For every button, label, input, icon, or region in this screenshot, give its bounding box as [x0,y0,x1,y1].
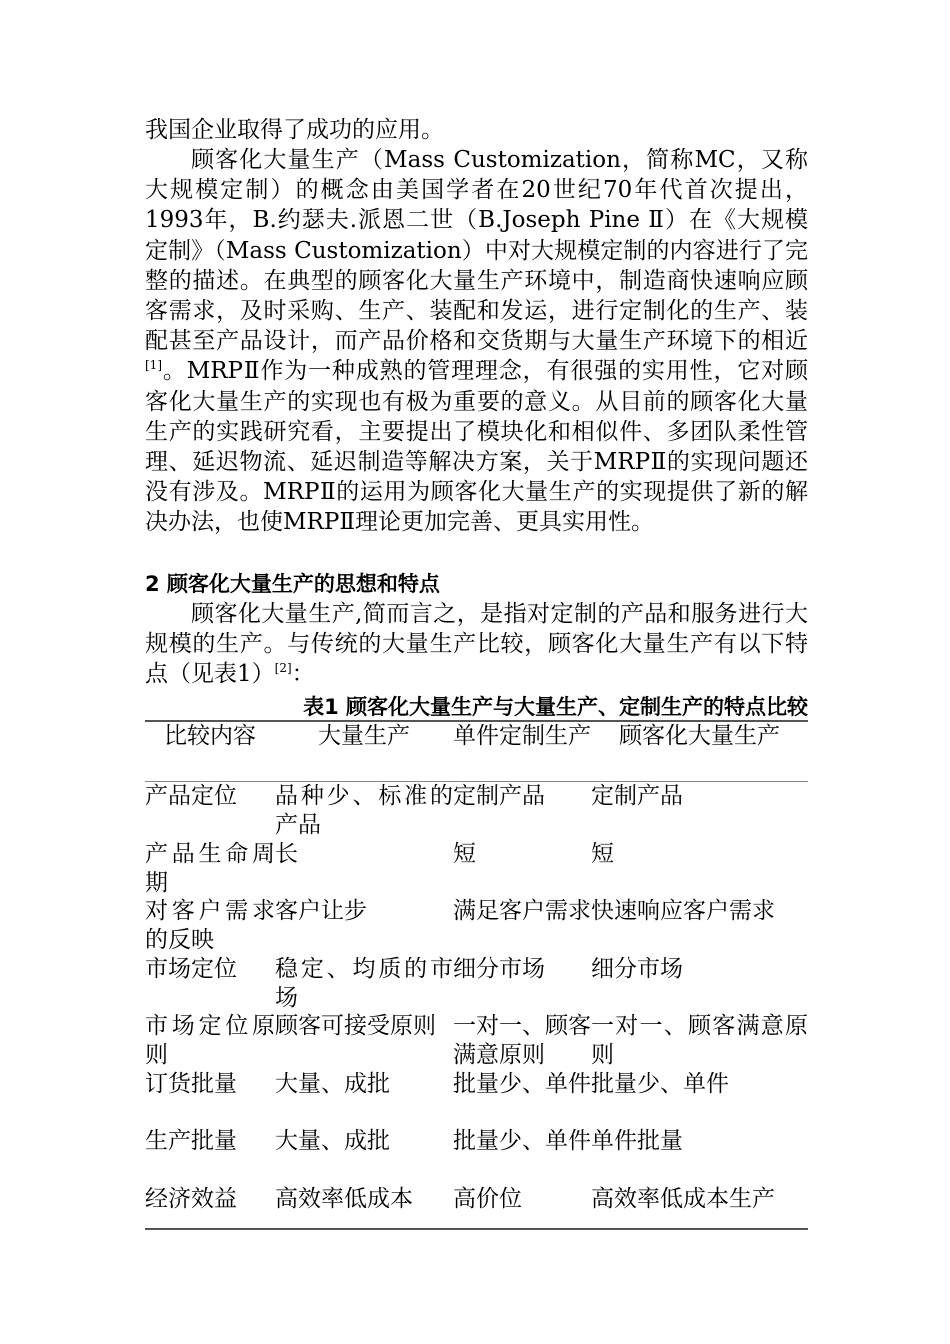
table-cell: 细分市场 [453,955,545,982]
table-row [145,1185,808,1228]
paragraph-text: 顾客化大量生产,简而言之，是指对定制的产品和服务进行大规模的生产。与传统的大量生产比较，顾客化大量生产有以下特点（见表1） [145,601,808,688]
table-cell: 满足客户需求 [453,898,591,924]
table-cell: 生产批量 [145,1128,237,1154]
table-cell: 品种少、标准的产品 [275,783,453,838]
table-cell: 产品生命周期 [145,840,275,896]
table-cell: 大量、成批 [275,1070,390,1097]
table-cell: 大量、成批 [275,1128,390,1154]
table-cell: 细分市场 [591,955,683,982]
paragraph-mass-customization [145,145,808,538]
table-cell: 一对一、顾客满意原则 [591,1013,808,1068]
table-row [145,1127,808,1185]
table-row [145,1070,808,1128]
table-cell: 订货批量 [145,1070,237,1097]
table-header-cell: 大量生产 [318,723,410,749]
table-cell: 高价位 [453,1185,522,1212]
table-row [145,782,808,840]
table-cell: 市场定位 [145,955,237,982]
table-row [145,1012,808,1070]
reference-2: [2] [274,661,292,676]
table-cell: 一对一、顾客满意原则 [453,1013,591,1068]
table-cell: 客户让步 [275,898,367,924]
table-cell: 顾客可接受原则 [275,1013,436,1039]
table-row [145,897,808,955]
table-cell: 定制产品 [453,783,545,809]
table-cell: 稳定、均质的市场 [275,955,453,1011]
table-header-cell: 顾客化大量生产 [619,723,780,749]
table-header-cell: 单件定制生产 [453,723,591,749]
table-cell: 批量少、单件 [453,1128,591,1154]
table-header-cell: 比较内容 [164,723,256,749]
table-cell: 市场定位原则 [145,1013,275,1068]
paragraph-intro-end: 我国企业取得了成功的应用。 [145,117,444,143]
paragraph-text: 。MRPⅡ作为一种成熟的管理理念，有很强的实用性，它对顾客化大量生产的实现也有极为重要的意义。从目前的顾客化大量生产的实践研究看，主要提出了模块化和相似件、多团队柔性管理、延迟物流、延迟制造等解决方案，关于MRPⅡ的实现问题还没有涉及。MRPⅡ的运用为顾客化大量生产的实现提供了新的解决办法，也使MRPⅡ理论更加完善、更具实用性。 [145,358,808,536]
table-cell: 短 [453,840,476,867]
table-cell: 产品定位 [145,783,237,809]
table-row [145,840,808,898]
paragraph-text: 顾客化大量生产（Mass Customization，简称MC，又称大规模定制）的概念由美国学者在20世纪70年代首次提出，1993年，B.约瑟夫.派恩二世（B.Joseph Pine Ⅱ）在《大规模定制》（Mass Customization）中对大规模定制的内容进行了完整的描述。在典型的顾客化大量生产环境中，制造商快速响应顾客需求，及时采购、生产、装配和发运，进行定制化的生产、装配甚至产品设计，而产品价格和交货期与大量生产环境下的相近 [145,147,808,355]
table-cell: 快速响应客户需求 [591,898,775,924]
paragraph-features [145,599,808,690]
section-heading: 2 顾客化大量生产的思想和特点 [145,572,440,596]
table-header-row [145,722,808,782]
table-cell: 定制产品 [591,783,683,809]
table-body [145,782,808,1228]
reference-1: [1] [145,358,162,373]
table-cell: 高效率低成本生产 [591,1185,775,1212]
table-cell: 批量少、单件 [453,1070,591,1097]
table-caption: 表1 顾客化大量生产与大量生产、定制生产的特点比较 [303,695,808,719]
table-cell: 单件批量 [591,1128,683,1154]
paragraph-text: ： [291,661,315,688]
table-cell: 短 [591,840,614,867]
table-row [145,955,808,1013]
table-cell: 经济效益 [145,1185,237,1212]
comparison-table [145,720,808,1230]
table-cell: 对客户需求的反映 [145,898,275,953]
table-cell: 高效率低成本 [275,1185,413,1212]
table-cell: 批量少、单件 [591,1070,729,1097]
table-cell: 长 [275,840,298,867]
